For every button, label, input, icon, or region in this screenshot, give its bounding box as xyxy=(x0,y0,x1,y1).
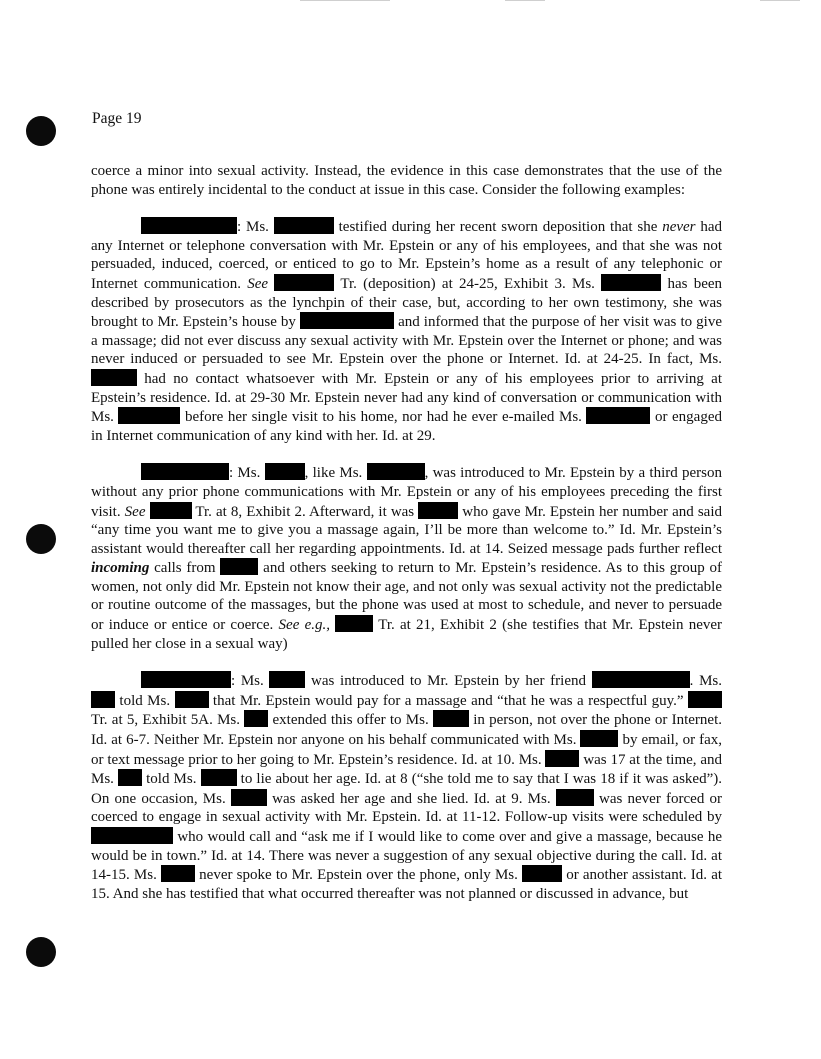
redaction xyxy=(367,463,425,480)
redaction xyxy=(300,312,394,329)
scan-edge-mark xyxy=(760,0,800,1)
redaction xyxy=(91,691,115,708)
redaction xyxy=(150,502,192,519)
redaction xyxy=(688,691,722,708)
redaction xyxy=(231,789,267,806)
redaction xyxy=(601,274,661,291)
redaction xyxy=(118,407,180,424)
redaction xyxy=(244,710,268,727)
redaction xyxy=(118,769,142,786)
redaction xyxy=(265,463,305,480)
redaction xyxy=(141,671,231,688)
redaction xyxy=(522,865,562,882)
paragraph-example-3: : Ms. was introduced to Mr. Epstein by her friend . Ms. told Ms. that Mr. Epstein would pay for a massage and “that he was a respectful guy.” Tr. at 5, Exhibit 5A. Ms. extended this offer to Ms. in person, not over the phone or Internet. Id. at 6-7. Neither Mr. Epstein nor anyone on his behalf communicated with Ms. by email, or fax, or text message prior to her going to Mr. Epstein’s residence. Id. at 10. Ms. was 17 at the time, and Ms. told Ms. to lie about her age. Id. at 8 (“she told me to say that I was 18 if it was asked”). On one occasion, Ms. was asked her age and she lied. Id. at 9. Ms. was never forced or coerced to engage in sexual activity with Mr. Epstein. Id. at 11-12. Follow-up visits were scheduled by who would call and “ask me if I would like to come over and give a massage, because he would be in town.” Id. at 14. There was never a suggestion of any sexual objective during the call. Id. at 14-15. Ms. never spoke to Mr. Epstein over the phone, only Ms. or another assistant. Id. at 15. And she has testified that what occurred thereafter was not planned or discussed in advance, but xyxy=(91,673,723,902)
redaction xyxy=(141,463,229,480)
redaction xyxy=(91,827,173,844)
page-number: Page 19 xyxy=(92,110,142,127)
scan-edge-mark xyxy=(300,0,390,1)
scan-edge-mark xyxy=(505,0,545,1)
paragraph-example-1: : Ms. testified during her recent sworn deposition that she never had any Internet or telephone conversation with Mr. Epstein or any of his employees, and that she was not persuaded, induced, coerced, or enticed to go to Mr. Epstein’s home as a result of any telephonic or Internet communication. See Tr. (deposition) at 24-25, Exhibit 3. Ms. has been described by prosecutors as the lynchpin of their case, but, according to her own testimony, she was brought to Mr. Epstein’s house by and informed that the purpose of her visit was to give a massage; did not ever discuss any sexual activity with Mr. Epstein over the Internet or phone; and was never induced or persuaded to see Mr. Epstein over the phone or Internet. Id. at 24-25. In fact, Ms. had no contact whatsoever with Mr. Epstein or any of his employees prior to arriving at Epstein’s residence. Id. at 29-30 Mr. Epstein never had any kind of conversation or communication with Ms. before her single visit to his home, nor had he ever e-mailed Ms. or engaged in Internet communication of any kind with her. Id. at 29. xyxy=(91,219,723,444)
redaction xyxy=(201,769,237,786)
body-text xyxy=(91,162,722,921)
redaction xyxy=(433,710,469,727)
redaction xyxy=(592,671,690,688)
punch-hole-top xyxy=(26,116,56,146)
redaction xyxy=(220,558,258,575)
redaction xyxy=(545,750,579,767)
redaction xyxy=(580,730,618,747)
redaction xyxy=(175,691,209,708)
paragraph-example-2: : Ms. , like Ms. , was introduced to Mr. Epstein by a third person without any prior phone communications with Mr. Epstein or any of his employees preceding the first visit. See Tr. at 8, Exhibit 2. Afterward, it was who gave Mr. Epstein her number and said “any time you want me to give you a massage again, I’ll be more than welcome to.” Id. Mr. Epstein’s assistant would thereafter call her regarding appointments. Id. at 14. Seized message pads further reflect incoming calls from and others seeking to return to Mr. Epstein’s residence. As to this group of women, not only did Mr. Epstein not know their age, and not only was sexual activity not the predictable or routine outcome of the massages, but the phone was used at most to schedule, and never to persuade or induce or entice or coerce. See e.g., Tr. at 21, Exhibit 2 (she testifies that Mr. Epstein never pulled her close in a sexual way) xyxy=(91,465,723,652)
redaction xyxy=(335,615,373,632)
redaction xyxy=(269,671,305,688)
redaction xyxy=(586,407,650,424)
redaction xyxy=(418,502,458,519)
redaction xyxy=(556,789,594,806)
redaction xyxy=(161,865,195,882)
redaction xyxy=(274,274,334,291)
paragraph-intro: coerce a minor into sexual activity. Instead, the evidence in this case demonstrates that the use of the phone was entirely incidental to the conduct at issue in this case. Consider the following examples: xyxy=(91,163,722,198)
punch-hole-middle xyxy=(26,524,56,554)
redaction xyxy=(274,217,334,234)
punch-hole-bottom xyxy=(26,937,56,967)
redaction xyxy=(91,369,137,386)
redaction xyxy=(141,217,237,234)
